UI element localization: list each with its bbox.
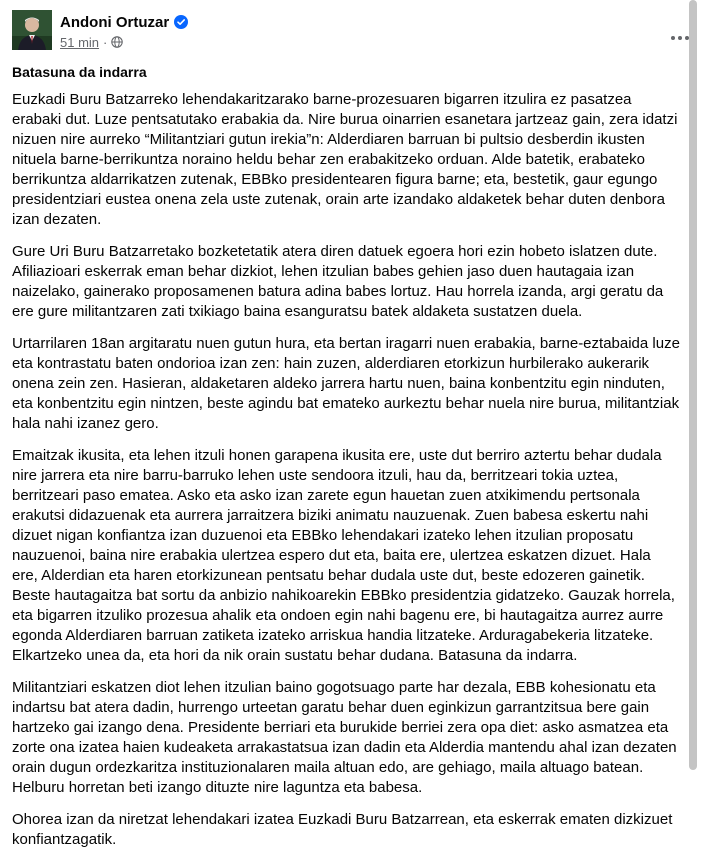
more-dot-icon — [678, 36, 682, 40]
scrollbar-thumb[interactable] — [689, 0, 697, 770]
globe-icon[interactable] — [111, 36, 123, 48]
author-row — [60, 12, 188, 32]
scrollbar[interactable] — [687, 0, 699, 770]
meta-separator: · — [103, 34, 108, 50]
post-meta — [60, 34, 123, 50]
avatar[interactable] — [12, 10, 52, 50]
author-name[interactable]: Andoni Ortuzar — [60, 13, 170, 31]
post-paragraph-4: Emaitzak ikusita, eta lehen itzuli honen garapena ikusita ere, uste dut berriro aztertu behar dudala nire jarrera eta nire barru-barruko lehen uste sendoora itzuli, hau da, berritzeari tokia uztea, berritzeari paso ematea. Asko eta asko izan zarete egun hauetan zuen atxikimendu pertsonala erakutsi didazuenak eta aurrera jarraitzera biziki animatu nauzuenak. Zuen babesa eskertu nahi dizuet nigan konfiantza izan duzuenoi eta EBBko lehendakari izateko lehen itzulian proposatu nauzuenoi, baina nire erabakia ulertzea espero dut eta, baita ere, ulertzea eskatzen dizuet. Hala ere, Alderdian eta haren etorkizunean pentsatu behar dudala uste dut, beste edozeren gainetik. Beste hautagaitza bat sortu da anbizio nahikoarekin EBBko presidentzia gidatzeko. Gauzak horrela, eta bigarren itzuliko prozesua ahalik eta ondoen egin nahi bagenu ere, bi hautagaitza aurrez aurre egonda Alderdiaren barruan zatiketa izateko arriskua handia litzateke. Arduragabekeria litzateke. Elkartzeko unea da, eta hori da nik orain sustatu behar dudana. Batasuna da indarra. — [12, 447, 675, 664]
post-paragraph-1: Euzkadi Buru Batzarreko lehendakaritzarako barne-prozesuaren bigarren itzulira ez pasatzea erabaki dut. Luze pentsatutako erabakia da. Nire burua oinarrien esanetara jartzeaz gain, zera idatzi nizuen nire aurreko “Militantziari gutun irekia”n: Alderdiaren barruan bi pultsio desberdin ikusten nituela barne-berrikuntza noraino heldu behar zen erabakitzeko orduan. Alde batetik, erabateko berrikuntza aldarrikatzen zutenak, EBBko presidentearen figura barne; eta, bestetik, gaur egungo presidentziari eustea onena zela uste zutenak, orain arte izandako aldaketek behar duten denbora izan dezaten. — [12, 91, 678, 228]
post-paragraph-6: Ohorea izan da niretzat lehendakari izatea Euzkadi Buru Batzarrean, eta eskerrak ematen dizkizuet konfiantzagatik. — [12, 811, 673, 848]
post-title: Batasuna da indarra — [12, 64, 147, 80]
more-dot-icon — [671, 36, 675, 40]
profile-photo-icon — [12, 10, 52, 50]
verified-badge-icon — [174, 15, 188, 29]
post-timestamp[interactable]: 51 min — [60, 34, 100, 50]
post-paragraph-3: Urtarrilaren 18an argitaratu nuen gutun hura, eta bertan iragarri nuen erabakia, barne-eztabaida luze eta kontrastatu baten ondorioa izan zen: hain zuzen, alderdiaren etorkizun hurbilerako aukerarik onena zein zen. Hasieran, aldaketaren aldeko jarrera hartu nuen, baina konbentzitu egin ninduten, eta konbentzitu egin nintzen, beste agindu bat emateko aurkeztu behar nuela nire burua, militantziak hala nahi izanez gero. — [12, 335, 680, 432]
post-header — [12, 10, 672, 52]
post-paragraph-2: Gure Uri Buru Batzarretako bozketetatik atera diren datuek egoera hori ezin hobeto islatzen dute. Afiliazioari eskerrak eman behar dizkiot, lehen itzulian babes gehien jaso duen hautagaia izan naizelako, gainerako proposamenen batura adina babes lortuz. Hau horrela izanda, argi geratu da ere gure militantzaren zati txikiago baina esanguratsu batek aldaketa sustatzen duela. — [12, 243, 664, 320]
post-content — [12, 60, 680, 862]
post-paragraph-5: Militantziari eskatzen diot lehen itzulian baino gogotsuago parte har dezala, EBB kohesionatu eta indartsu bat atera dadin, hurrengo urteetan garatu behar duen eginkizun garrantzitsua bere gain hartzeko gai izango dena. Presidente berriari eta burukide berriei zera opa diet: asko asmatzea eta zorte ona izatea haien kudeaketa arrakastatsua izan dadin eta Alderdia mantendu ahal izan dezaten orain dugun ordezkaritza instituzionalaren maila altuan edo, are gehiago, maila altuago batean. Helburu horretan beti izango dituzte nire laguntza eta babesa. — [12, 679, 677, 796]
